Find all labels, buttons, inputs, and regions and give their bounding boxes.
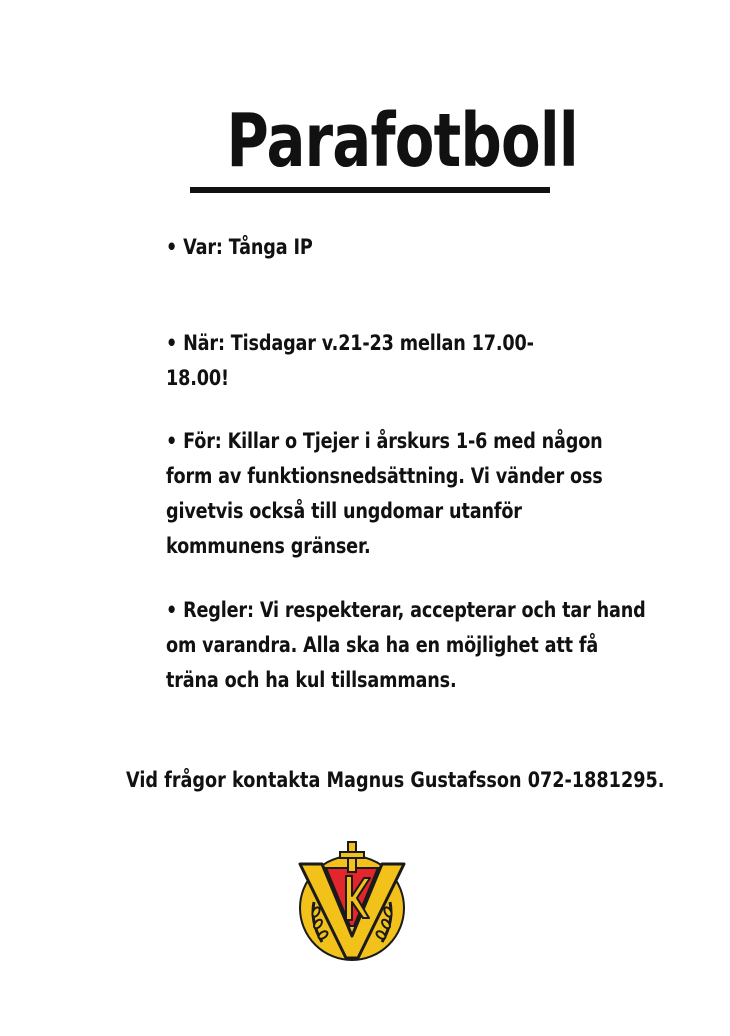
club-logo xyxy=(296,840,408,964)
contact-text: Vid frågor kontakta Magnus Gustafsson 072-1881295. xyxy=(126,768,665,792)
info-time-nar: • När: Tisdagar v.21-23 mellan 17.00-18.00! xyxy=(166,331,534,390)
page-title: Parafotboll xyxy=(226,98,578,184)
info-rules-regler: • Regler: Vi respekterar, accepterar och tar hand om varandra. Alla ska ha en möjlighet att få träna och ha kul tillsammans. xyxy=(166,598,646,692)
info-when-where-var: • Var: Tånga IP xyxy=(166,235,313,259)
logo-cross-horizontal xyxy=(340,852,364,858)
title-underline xyxy=(190,187,550,193)
info-audience-for: • För: Killar o Tjejer i årskurs 1-6 med någon form av funktionsnedsättning. Vi vänder oss givetvis också till ungdomar utanför kommunens gränser. xyxy=(166,429,603,558)
